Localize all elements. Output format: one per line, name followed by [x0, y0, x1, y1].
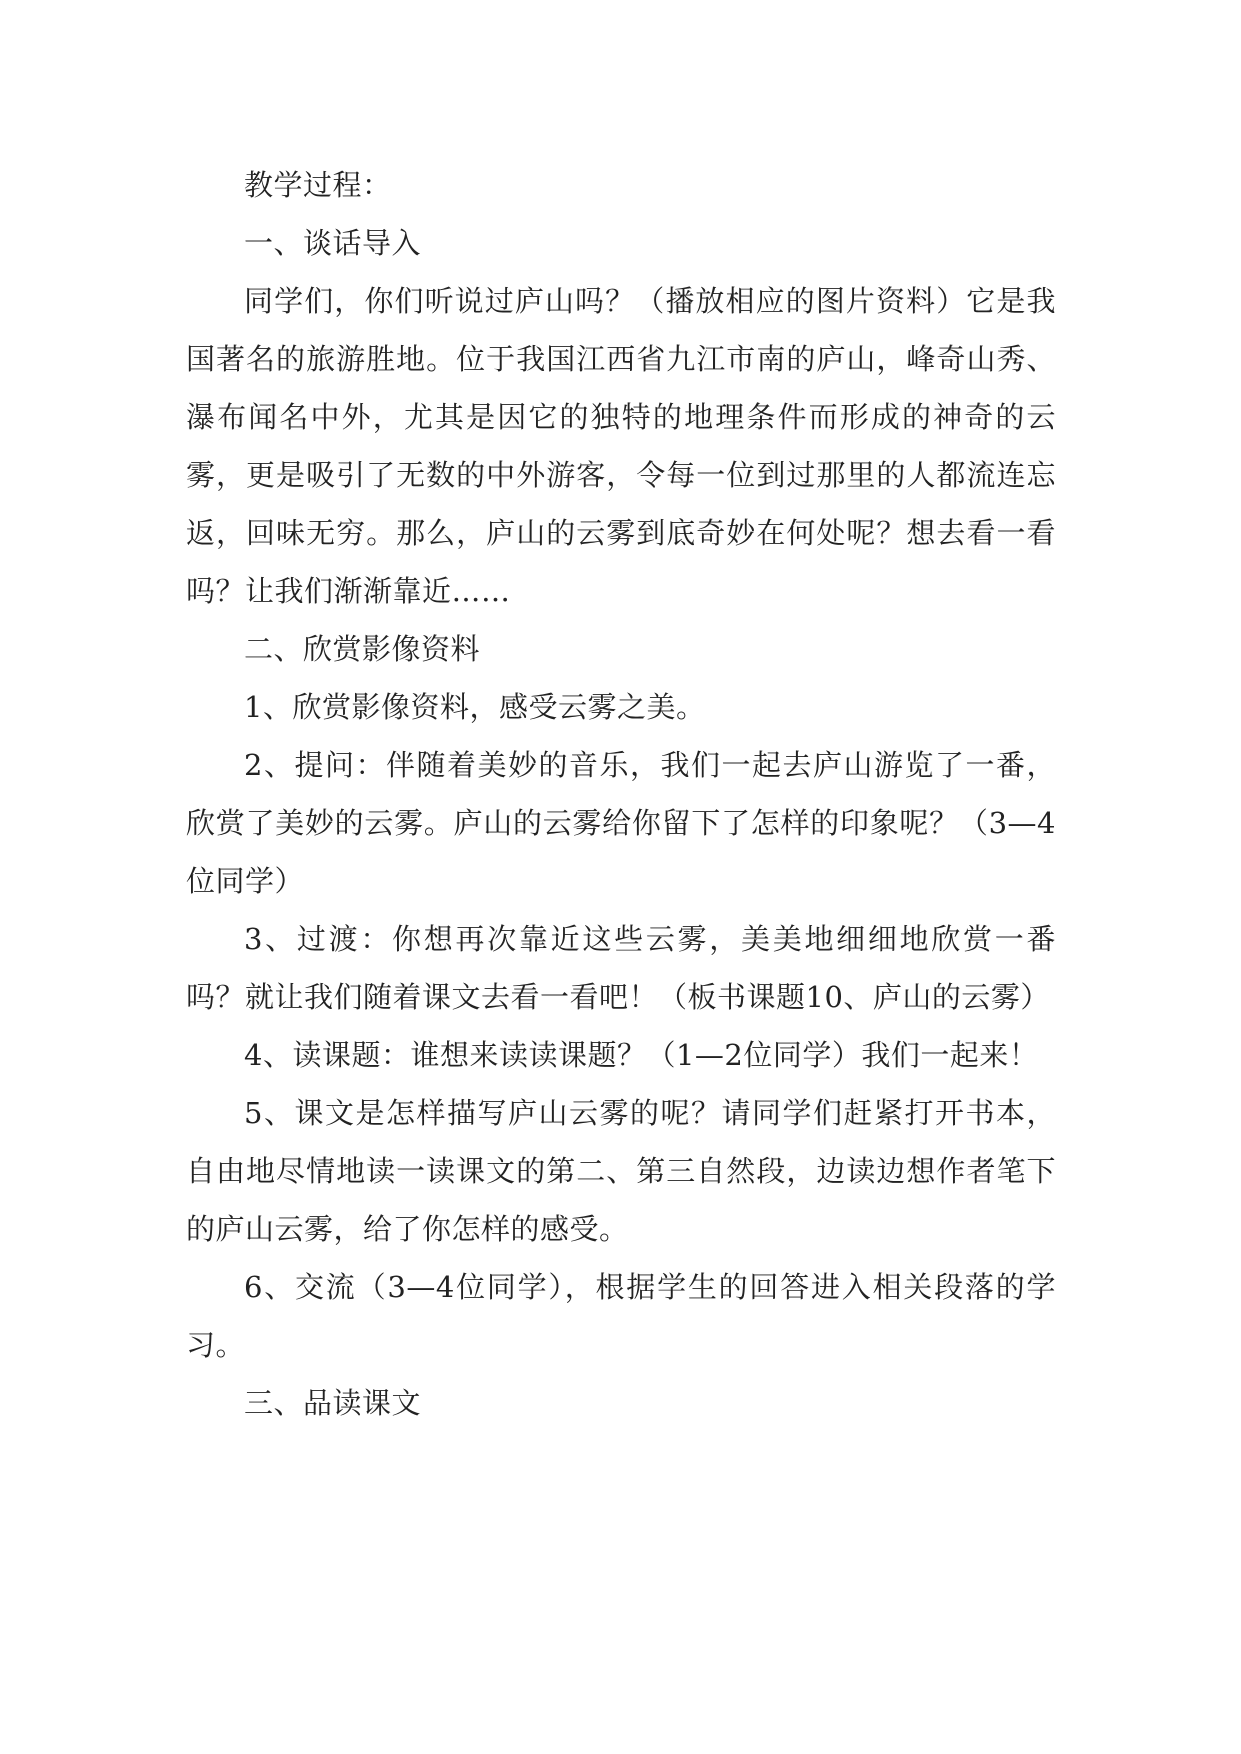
paragraph-introduction: 同学们，你们听说过庐山吗？（播放相应的图片资料）它是我国著名的旅游胜地。位于我国江西省九江市南的庐山，峰奇山秀、瀑布闻名中外，尤其是因它的独特的地理条件而形成的神奇的云雾，更是吸引了无数的中外游客，令每一位到过那里的人都流连忘返，回味无穷。那么，庐山的云雾到底奇妙在何处呢？想去看一看吗？让我们渐渐靠近…… — [186, 284, 1056, 608]
paragraph-step-3: 3、过渡：你想再次靠近这些云雾，美美地细细地欣赏一番吗？就让我们随着课文去看一看吧！（板书课题10、庐山的云雾） — [186, 922, 1056, 1014]
paragraph-step-4: 4、读课题：谁想来读读课题？（1—2位同学）我们一起来！ — [244, 1038, 1039, 1072]
section-heading-introduction: 一、谈话导入 — [244, 226, 422, 260]
section-heading-reading: 三、品读课文 — [244, 1386, 422, 1420]
paragraph-step-6: 6、交流（3—4位同学），根据学生的回答进入相关段落的学习。 — [186, 1270, 1056, 1362]
section-heading-video: 二、欣赏影像资料 — [244, 632, 481, 666]
section-heading-teaching-process: 教学过程： — [244, 168, 392, 202]
paragraph-step-5: 5、课文是怎样描写庐山云雾的呢？请同学们赶紧打开书本，自由地尽情地读一读课文的第二、第三自然段，边读边想作者笔下的庐山云雾，给了你怎样的感受。 — [186, 1096, 1056, 1246]
document-body — [186, 156, 1056, 1432]
paragraph-step-1: 1、欣赏影像资料，感受云雾之美。 — [244, 690, 706, 724]
paragraph-step-2: 2、提问：伴随着美妙的音乐，我们一起去庐山游览了一番，欣赏了美妙的云雾。庐山的云雾给你留下了怎样的印象呢？（3—4位同学） — [186, 748, 1056, 898]
